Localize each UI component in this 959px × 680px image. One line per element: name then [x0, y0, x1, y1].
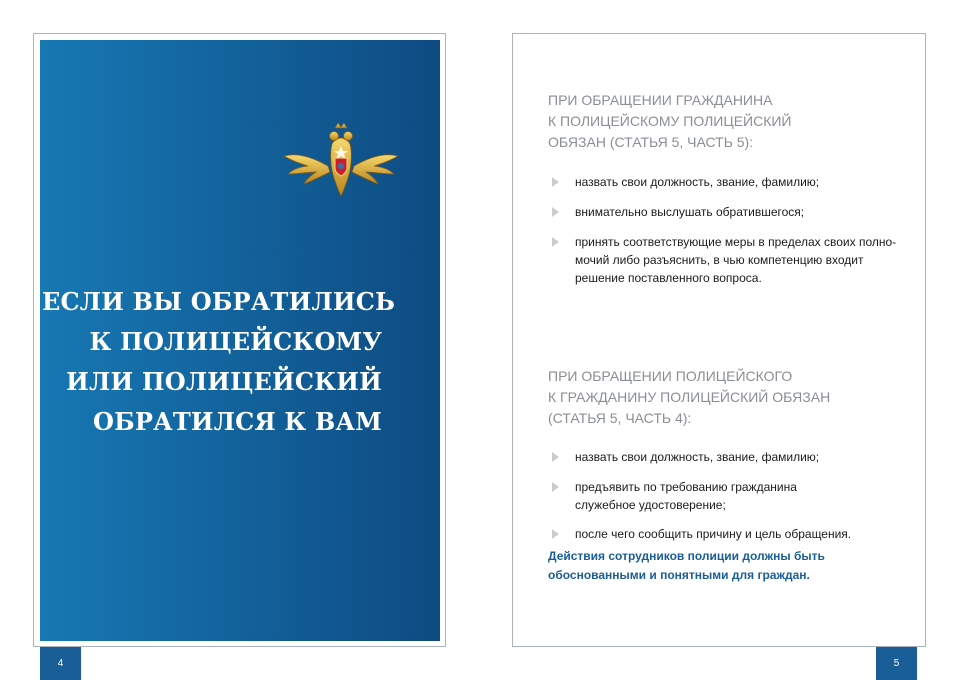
triangle-bullet-icon	[551, 452, 560, 462]
heading-line: К ПОЛИЦЕЙСКОМУ ПОЛИЦЕЙСКИЙ	[548, 113, 792, 129]
cover-title-line: ЕСЛИ ВЫ ОБРАТИЛИСЬ	[42, 287, 396, 316]
triangle-bullet-icon	[551, 177, 560, 187]
heading-line: ПРИ ОБРАЩЕНИИ ГРАЖДАНИНА	[548, 92, 773, 108]
closing-note-line: Действия сотрудников полиции должны быть	[548, 549, 825, 563]
list-item-text: назвать свои должность, звание, фамилию;	[575, 450, 820, 464]
triangle-bullet-icon	[551, 529, 560, 539]
list-item-text: мочий либо разъяснить, в чью компетенцию входит	[575, 253, 864, 267]
page-number-left: 4	[40, 647, 81, 680]
triangle-bullet-icon	[551, 207, 560, 217]
list-item-text: предъявить по требованию гражданина	[575, 480, 797, 494]
cover-title-line: ОБРАТИЛСЯ К ВАМ	[93, 407, 382, 436]
list-item-text: после чего сообщить причину и цель обращения.	[575, 527, 852, 541]
left-page	[33, 33, 446, 647]
heading-line: ПРИ ОБРАЩЕНИИ ПОЛИЦЕЙСКОГО	[548, 368, 793, 384]
page-number-right: 5	[876, 647, 917, 680]
list-item-text: принять соответствующие меры в пределах своих полно-	[575, 235, 897, 249]
list-item-text: служебное удостоверение;	[575, 498, 726, 512]
list-item-text: внимательно выслушать обратившегося;	[575, 205, 805, 219]
closing-note-line: обоснованными и понятными для граждан.	[548, 568, 810, 582]
list-item-text: назвать свои должность, звание, фамилию;	[575, 175, 820, 189]
cover-title-line: ИЛИ ПОЛИЦЕЙСКИЙ	[66, 367, 382, 396]
cover-title-line: К ПОЛИЦЕЙСКОМУ	[89, 327, 382, 356]
triangle-bullet-icon	[551, 237, 560, 247]
heading-line: ОБЯЗАН (СТАТЬЯ 5, ЧАСТЬ 5):	[548, 134, 754, 150]
cover-panel	[40, 40, 440, 641]
triangle-bullet-icon	[551, 482, 560, 492]
section-heading-police-to-citizen	[548, 366, 888, 429]
heading-line: К ГРАЖДАНИНУ ПОЛИЦЕЙСКИЙ ОБЯЗАН	[548, 389, 831, 405]
cover-title	[42, 282, 396, 442]
closing-note	[548, 547, 918, 585]
list-item-text: решение поставленного вопроса.	[575, 271, 762, 285]
heading-line: (СТАТЬЯ 5, ЧАСТЬ 4):	[548, 410, 692, 426]
section-heading-citizen-to-police	[548, 90, 888, 153]
eagle-emblem-icon	[280, 122, 402, 202]
